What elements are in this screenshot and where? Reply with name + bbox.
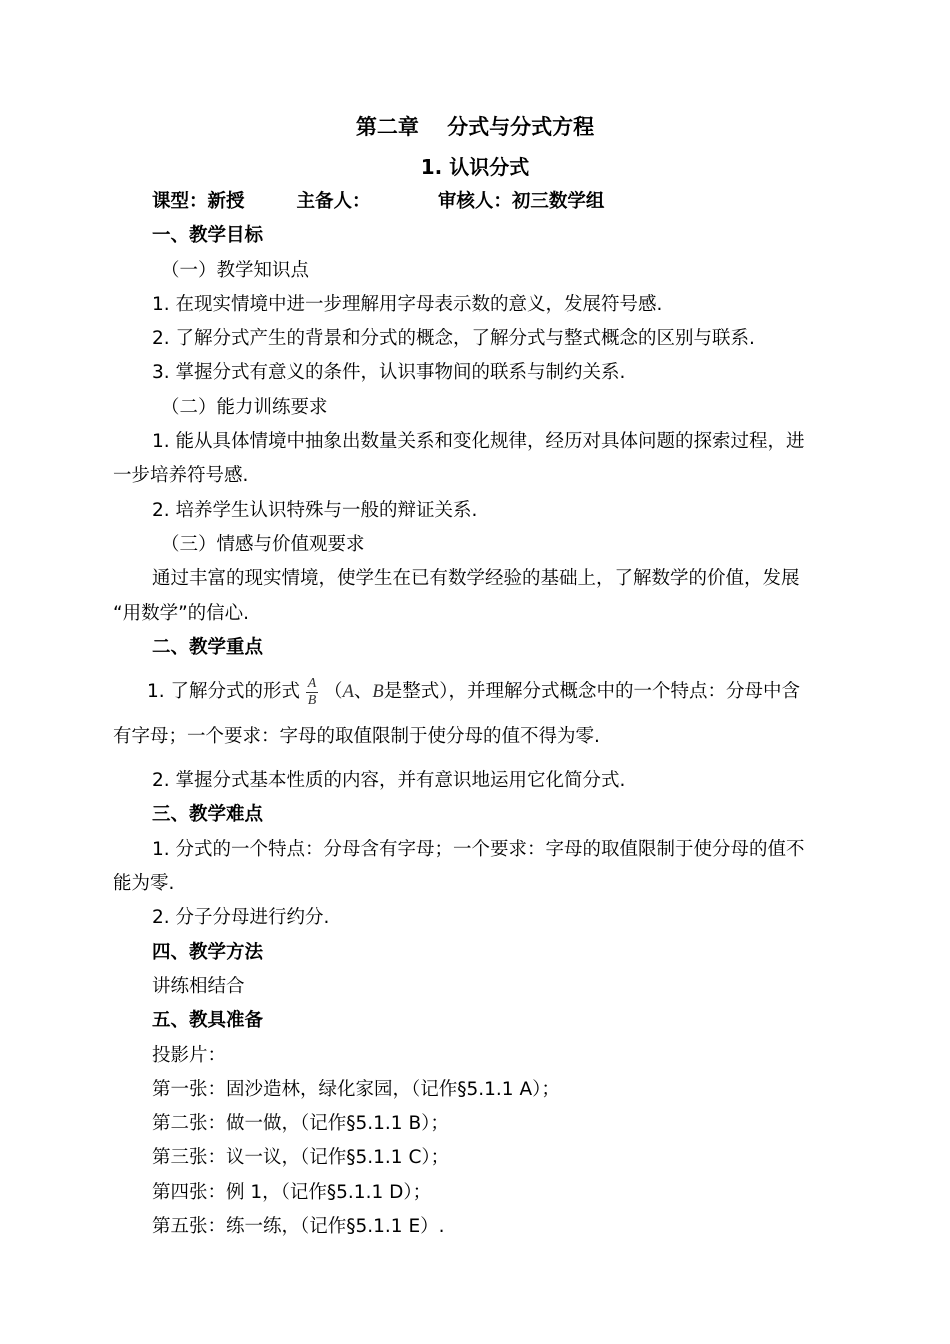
lesson-title: 1. 认识分式 [420, 155, 530, 179]
paragraph: 2. 了解分式产生的背景和分式的概念，了解分式与整式概念的区别与联系. [152, 328, 755, 350]
paragraph: 1. 分式的一个特点：分母含有字母；一个要求：字母的取值限制于使分母的值不 [152, 838, 805, 860]
paragraph: 能为零. [113, 873, 175, 895]
fraction-numerator: A [307, 675, 317, 691]
slide-item: 第二张：做一做，（记作§5.1.1 B）； [152, 1113, 449, 1135]
text: 是整式），并理解分式概念中的一个特点：分母中含 [383, 681, 800, 703]
text: 、 [353, 681, 373, 703]
section-heading: 二、教学重点 [152, 636, 264, 658]
document-page [113, 109, 837, 1244]
paragraph: 2. 培养学生认识特殊与一般的辩证关系. [152, 499, 478, 521]
lesson-type: 课型：新授 [152, 191, 245, 212]
paragraph: 有字母；一个要求：字母的取值限制于使分母的值不得为零. [113, 726, 600, 748]
paragraph: 投影片： [152, 1044, 227, 1066]
slide-item: 第一张：固沙造林，绿化家园，（记作§5.1.1 A）； [152, 1078, 560, 1100]
subsection-heading: （一）教学知识点 [161, 259, 310, 281]
paragraph: 讲练相结合 [152, 975, 245, 997]
text: （ [324, 681, 343, 703]
paragraph: 3. 掌握分式有意义的条件，认识事物间的联系与制约关系. [152, 362, 626, 384]
section-heading: 三、教学难点 [152, 804, 264, 826]
slide-item: 第四张：例 1，（记作§5.1.1 D）； [152, 1181, 432, 1203]
chapter-title: 第二章 分式与分式方程 [355, 115, 595, 139]
text: 1. 了解分式的形式 [147, 681, 301, 703]
paragraph: 1. 在现实情境中进一步理解用字母表示数的意义，发展符号感. [152, 293, 663, 315]
section-heading: 一、教学目标 [152, 225, 264, 247]
variable: B [372, 682, 384, 703]
lesson-meta [113, 185, 837, 219]
slide-item: 第三张：议一议，（记作§5.1.1 C）； [152, 1147, 450, 1169]
paragraph: 通过丰富的现实情境，使学生在已有数学经验的基础上，了解数学的价值，发展 [152, 568, 800, 590]
paragraph: 一步培养符号感. [113, 465, 249, 487]
paragraph: “用数学”的信心. [113, 602, 250, 624]
paragraph: 2. 分子分母进行约分. [152, 907, 330, 929]
lesson-preparer: 主备人： [296, 191, 371, 212]
paragraph: 2. 掌握分式基本性质的内容，并有意识地运用它化简分式. [152, 770, 626, 792]
paragraph: 1. 能从具体情境中抽象出数量关系和变化规律，经历对具体问题的探索过程，进 [152, 431, 805, 453]
fraction-denominator: B [307, 692, 317, 708]
section-heading: 五、教具准备 [152, 1010, 264, 1032]
fraction [306, 676, 318, 709]
paragraph [113, 665, 837, 719]
subsection-heading: （三）情感与价值观要求 [161, 533, 365, 555]
subsection-heading: （二）能力训练要求 [161, 396, 328, 418]
variable: A [342, 682, 354, 703]
section-heading: 四、教学方法 [152, 941, 264, 963]
slide-item: 第五张：练一练，（记作§5.1.1 E）. [152, 1216, 445, 1238]
lesson-reviewer: 审核人：初三数学组 [437, 191, 605, 212]
